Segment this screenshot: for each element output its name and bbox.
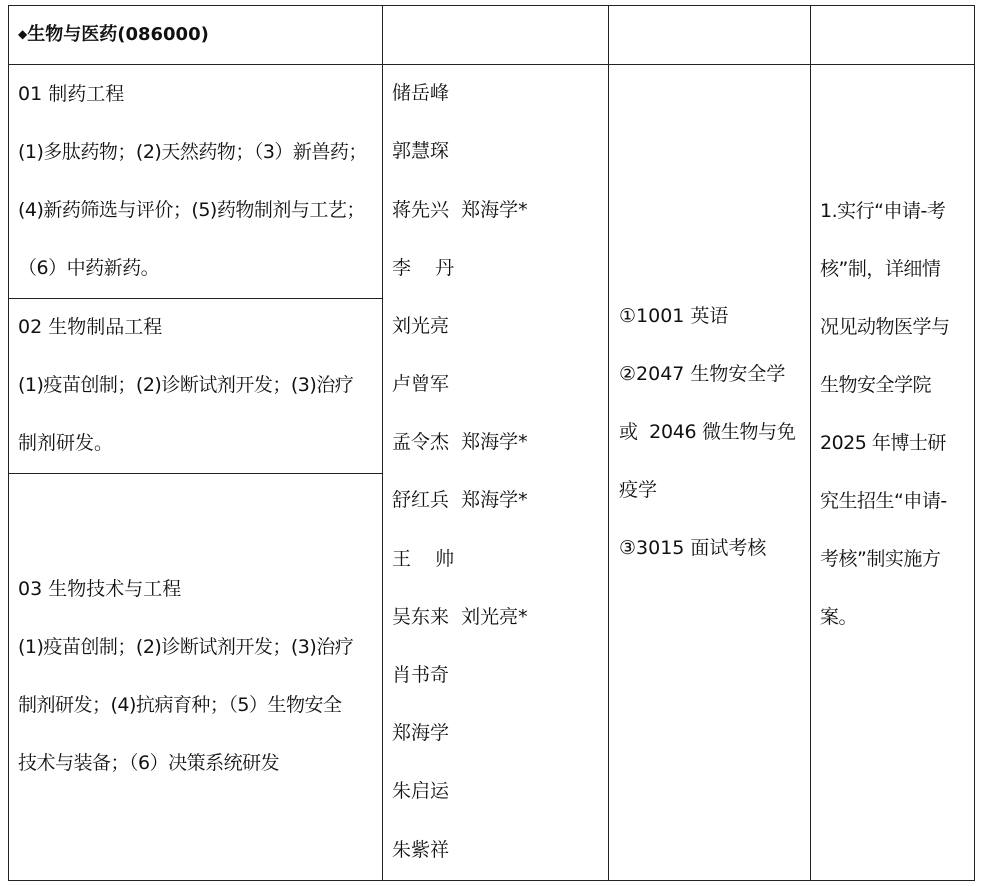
direction-line: （6）中药新药。 xyxy=(18,257,160,279)
supervisor-name: 肖书奇 xyxy=(392,664,450,686)
supervisor-name: 朱紫祥 xyxy=(392,839,450,861)
remark-line: 生物安全学院 xyxy=(820,374,932,396)
remark-line: 2025 年博士研 xyxy=(820,432,946,454)
direction-line: 制剂研发。 xyxy=(18,432,114,454)
table-border-left xyxy=(8,5,9,881)
supervisor-name: 刘光亮 xyxy=(392,315,450,337)
remark-line: 案。 xyxy=(820,606,858,628)
direction-name: 03 生物技术与工程 xyxy=(18,578,182,600)
exam-subject: 疫学 xyxy=(619,479,658,501)
direction-line: 制剂研发；(4)抗病育种；（5）生物安全 xyxy=(18,694,342,716)
remark-line: 考核”制实施方 xyxy=(820,548,941,570)
direction-name: 02 生物制品工程 xyxy=(18,316,163,338)
table-border-top xyxy=(8,5,975,6)
remark-line: 核”制，详细情 xyxy=(820,258,941,280)
section-header xyxy=(18,26,209,44)
direction-line: (1)疫苗创制；(2)诊断试剂开发；(3)治疗 xyxy=(18,374,354,396)
supervisor-name: 郑海学 xyxy=(392,722,450,744)
remark-line: 究生招生“申请- xyxy=(820,490,947,512)
supervisor-name: 储岳峰 xyxy=(392,82,450,104)
table-border-bottom xyxy=(8,880,975,881)
direction-line: (4)新药筛选与评价；(5)药物制剂与工艺； xyxy=(18,199,365,221)
exam-subject: 或 2046 微生物与免 xyxy=(619,421,796,443)
supervisor-name: 舒红兵 郑海学* xyxy=(392,489,528,511)
supervisor-name: 朱启运 xyxy=(392,780,450,802)
header-row-divider xyxy=(8,64,975,65)
supervisor-name: 卢曾军 xyxy=(392,373,450,395)
column-divider xyxy=(608,5,609,881)
column-divider xyxy=(382,5,383,881)
direction-line: (1)多肽药物；(2)天然药物；（3）新兽药； xyxy=(18,141,367,163)
direction-name: 01 制药工程 xyxy=(18,83,125,105)
direction-divider xyxy=(8,473,383,474)
table-border-right xyxy=(974,5,975,881)
section-title: 生物与医药(086000) xyxy=(27,24,209,45)
direction-line: 技术与装备；（6）决策系统研发 xyxy=(18,752,280,774)
exam-subject: ②2047 生物安全学 xyxy=(619,363,786,385)
supervisor-name: 吴东来 刘光亮* xyxy=(392,606,528,628)
supervisor-name: 王 帅 xyxy=(392,548,455,570)
exam-subject: ③3015 面试考核 xyxy=(619,537,767,559)
diamond-icon: ◆ xyxy=(18,27,28,41)
direction-divider xyxy=(8,298,383,299)
supervisor-name: 郭慧琛 xyxy=(392,140,450,162)
exam-subject: ①1001 英语 xyxy=(619,305,729,327)
supervisor-name: 李 丹 xyxy=(392,257,455,279)
remark-line: 况见动物医学与 xyxy=(820,316,950,338)
direction-line: (1)疫苗创制；(2)诊断试剂开发；(3)治疗 xyxy=(18,636,354,658)
column-divider xyxy=(810,5,811,881)
supervisor-name: 孟令杰 郑海学* xyxy=(392,431,528,453)
supervisor-name: 蒋先兴 郑海学* xyxy=(392,199,528,221)
remark-line: 1.实行“申请-考 xyxy=(820,200,946,222)
